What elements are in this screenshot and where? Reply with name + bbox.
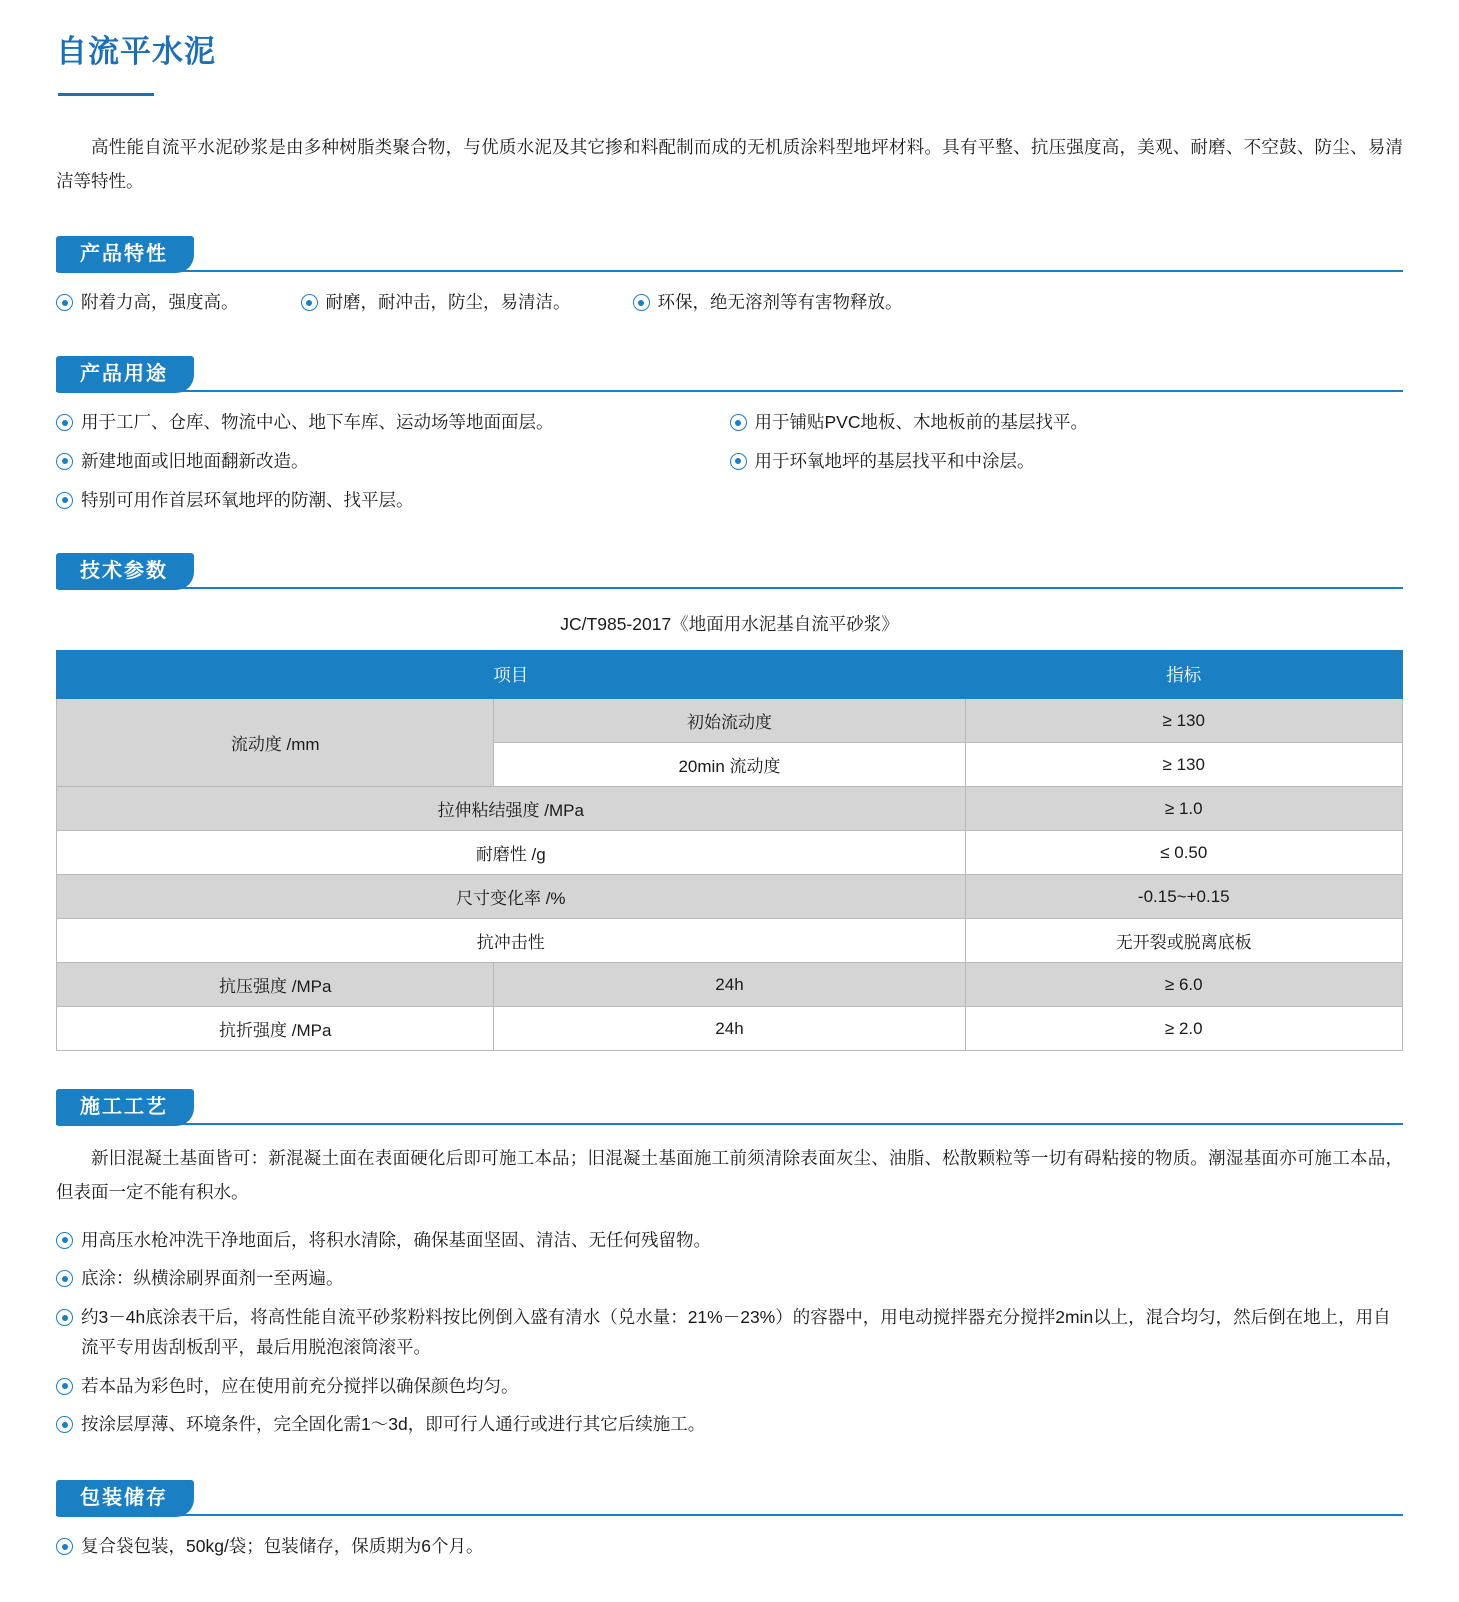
list-item-label: 复合袋包装，50kg/袋；包装储存，保质期为6个月。 [81, 1536, 484, 1556]
list-item [56, 1410, 705, 1440]
table-cell-name: 抗冲击性 [57, 919, 966, 963]
section-title-packaging: 包装储存 [56, 1480, 194, 1517]
table-column-header-index: 指标 [965, 651, 1402, 699]
list-item [56, 408, 730, 438]
list-item [56, 1303, 1403, 1363]
title-underline [58, 93, 154, 96]
features-list [56, 288, 1403, 318]
table-row [57, 875, 1403, 919]
table-cell-value: ≤ 0.50 [965, 831, 1402, 875]
list-item [56, 288, 239, 318]
section-header-technical [56, 553, 1403, 589]
bullet-circle-icon [56, 1309, 73, 1326]
list-item [56, 447, 730, 477]
section-rule [56, 270, 1403, 272]
section-uses [56, 356, 1403, 515]
section-title-technical: 技术参数 [56, 553, 194, 590]
list-item [56, 1532, 484, 1562]
table-cell-name: 尺寸变化率 /% [57, 875, 966, 919]
bullet-circle-icon [56, 1378, 73, 1395]
bullet-circle-icon [56, 1232, 73, 1249]
section-rule [56, 390, 1403, 392]
bullet-circle-icon [301, 294, 318, 311]
list-row [56, 1264, 1403, 1296]
section-features [56, 236, 1403, 318]
table-cell-name: 流动度 /mm [57, 699, 494, 787]
list-row [56, 288, 1403, 318]
table-cell-value: ≥ 130 [965, 743, 1402, 787]
section-title-features: 产品特性 [56, 236, 194, 273]
table-cell-sub: 24h [494, 963, 965, 1007]
list-item [56, 1264, 344, 1294]
technical-parameters-table [56, 650, 1403, 1051]
list-item [730, 447, 1404, 477]
section-rule [56, 1514, 1403, 1516]
list-item-label: 底涂：纵横涂刷界面剂一至两遍。 [81, 1268, 344, 1289]
section-header-uses [56, 356, 1403, 392]
table-cell-sub: 初始流动度 [494, 699, 965, 743]
list-row [56, 1372, 1403, 1404]
section-technical [56, 553, 1403, 1051]
list-row [56, 447, 1403, 477]
list-item-label: 特别可用作首层环氧地坪的防潮、找平层。 [81, 489, 414, 510]
list-item-label: 用于工厂、仓库、物流中心、地下车库、运动场等地面面层。 [81, 412, 554, 432]
list-item-label: 耐磨，耐冲击，防尘，易清洁。 [325, 292, 571, 313]
uses-list [56, 408, 1403, 515]
bullet-circle-icon [56, 294, 73, 311]
list-row [56, 1410, 1403, 1442]
section-header-features [56, 236, 1403, 272]
table-cell-value: 无开裂或脱离底板 [965, 919, 1402, 963]
page-title: 自流平水泥 [56, 34, 216, 69]
table-row [57, 831, 1403, 875]
bullet-circle-icon [56, 1416, 73, 1433]
list-item-label: 约3－4h底涂表干后，将高性能自流平砂浆粉料按比例倒入盛有清水（兑水量：21%－23%）的容器中，用电动搅拌器充分搅拌2min以上，混合均匀，然后倒在地上，用自流平专用齿刮板刮平，最后用脱泡滚筒滚平。 [81, 1307, 1391, 1357]
table-cell-name: 拉伸粘结强度 /MPa [57, 787, 966, 831]
list-item-label: 新建地面或旧地面翻新改造。 [81, 450, 309, 471]
table-cell-name: 抗折强度 /MPa [57, 1007, 494, 1051]
list-item-label: 环保，绝无溶剂等有害物释放。 [657, 292, 903, 313]
section-header-process [56, 1089, 1403, 1125]
section-packaging [56, 1480, 1403, 1562]
list-item [301, 288, 571, 318]
table-row [57, 919, 1403, 963]
list-row [56, 1532, 1403, 1562]
list-item-label: 用于环氧地坪的基层找平和中涂层。 [754, 450, 1035, 471]
process-list [56, 1226, 1403, 1443]
list-item [633, 288, 903, 318]
table-cell-value: -0.15~+0.15 [965, 875, 1402, 919]
bullet-circle-icon [730, 453, 747, 470]
table-row [57, 963, 1403, 1007]
table-row [57, 787, 1403, 831]
section-header-packaging [56, 1480, 1403, 1516]
list-row [56, 486, 1403, 516]
bullet-circle-icon [56, 492, 73, 509]
table-column-header-item: 项目 [57, 651, 966, 699]
process-paragraph: 新旧混凝土基面皆可：新混凝土面在表面硬化后即可施工本品；旧混凝土基面施工前须清除表面灰尘、油脂、松散颗粒等一切有碍粘接的物质。潮湿基面亦可施工本品，但表面一定不能有积水。 [56, 1148, 1403, 1203]
bullet-circle-icon [633, 294, 650, 311]
intro-paragraph: 高性能自流平水泥砂浆是由多种树脂类聚合物，与优质水泥及其它掺和料配制而成的无机质涂料型地坪材料。具有平整、抗压强度高，美观、耐磨、不空鼓、防尘、易清洁等特性。 [56, 137, 1403, 192]
section-process [56, 1089, 1403, 1442]
list-item [56, 486, 730, 516]
bullet-circle-icon [730, 414, 747, 431]
list-item-label: 用于铺贴PVC地板、木地板前的基层找平。 [754, 412, 1088, 432]
standard-reference: JC/T985-2017《地面用水泥基自流平砂浆》 [560, 614, 899, 635]
table-row [57, 699, 1403, 743]
table-cell-value: ≥ 130 [965, 699, 1402, 743]
list-row [56, 408, 1403, 438]
list-item-label: 按涂层厚薄、环境条件，完全固化需1～3d，即可行人通行或进行其它后续施工。 [81, 1414, 706, 1435]
list-row [56, 1303, 1403, 1365]
section-title-process: 施工工艺 [56, 1089, 194, 1126]
list-item [730, 408, 1404, 438]
list-item [56, 1372, 519, 1402]
list-item-label: 用高压水枪冲洗干净地面后，将积水清除，确保基面坚固、清洁、无任何残留物。 [81, 1229, 711, 1250]
bullet-circle-icon [56, 1538, 73, 1555]
section-rule [56, 1123, 1403, 1125]
bullet-circle-icon [56, 453, 73, 470]
table-cell-name: 抗压强度 /MPa [57, 963, 494, 1007]
list-row [56, 1226, 1403, 1258]
list-item [56, 1226, 711, 1256]
bullet-circle-icon [56, 414, 73, 431]
packaging-list [56, 1532, 1403, 1562]
table-cell-name: 耐磨性 /g [57, 831, 966, 875]
section-title-uses: 产品用途 [56, 356, 194, 393]
table-cell-value: ≥ 2.0 [965, 1007, 1402, 1051]
section-rule [56, 587, 1403, 589]
table-cell-value: ≥ 6.0 [965, 963, 1402, 1007]
table-cell-value: ≥ 1.0 [965, 787, 1402, 831]
table-header-row [57, 651, 1403, 699]
table-row [57, 1007, 1403, 1051]
table-cell-sub: 24h [494, 1007, 965, 1051]
bullet-circle-icon [56, 1270, 73, 1287]
table-cell-sub: 20min 流动度 [494, 743, 965, 787]
list-item-label: 若本品为彩色时，应在使用前充分搅拌以确保颜色均匀。 [81, 1375, 519, 1396]
list-item-label: 附着力高，强度高。 [81, 292, 239, 313]
